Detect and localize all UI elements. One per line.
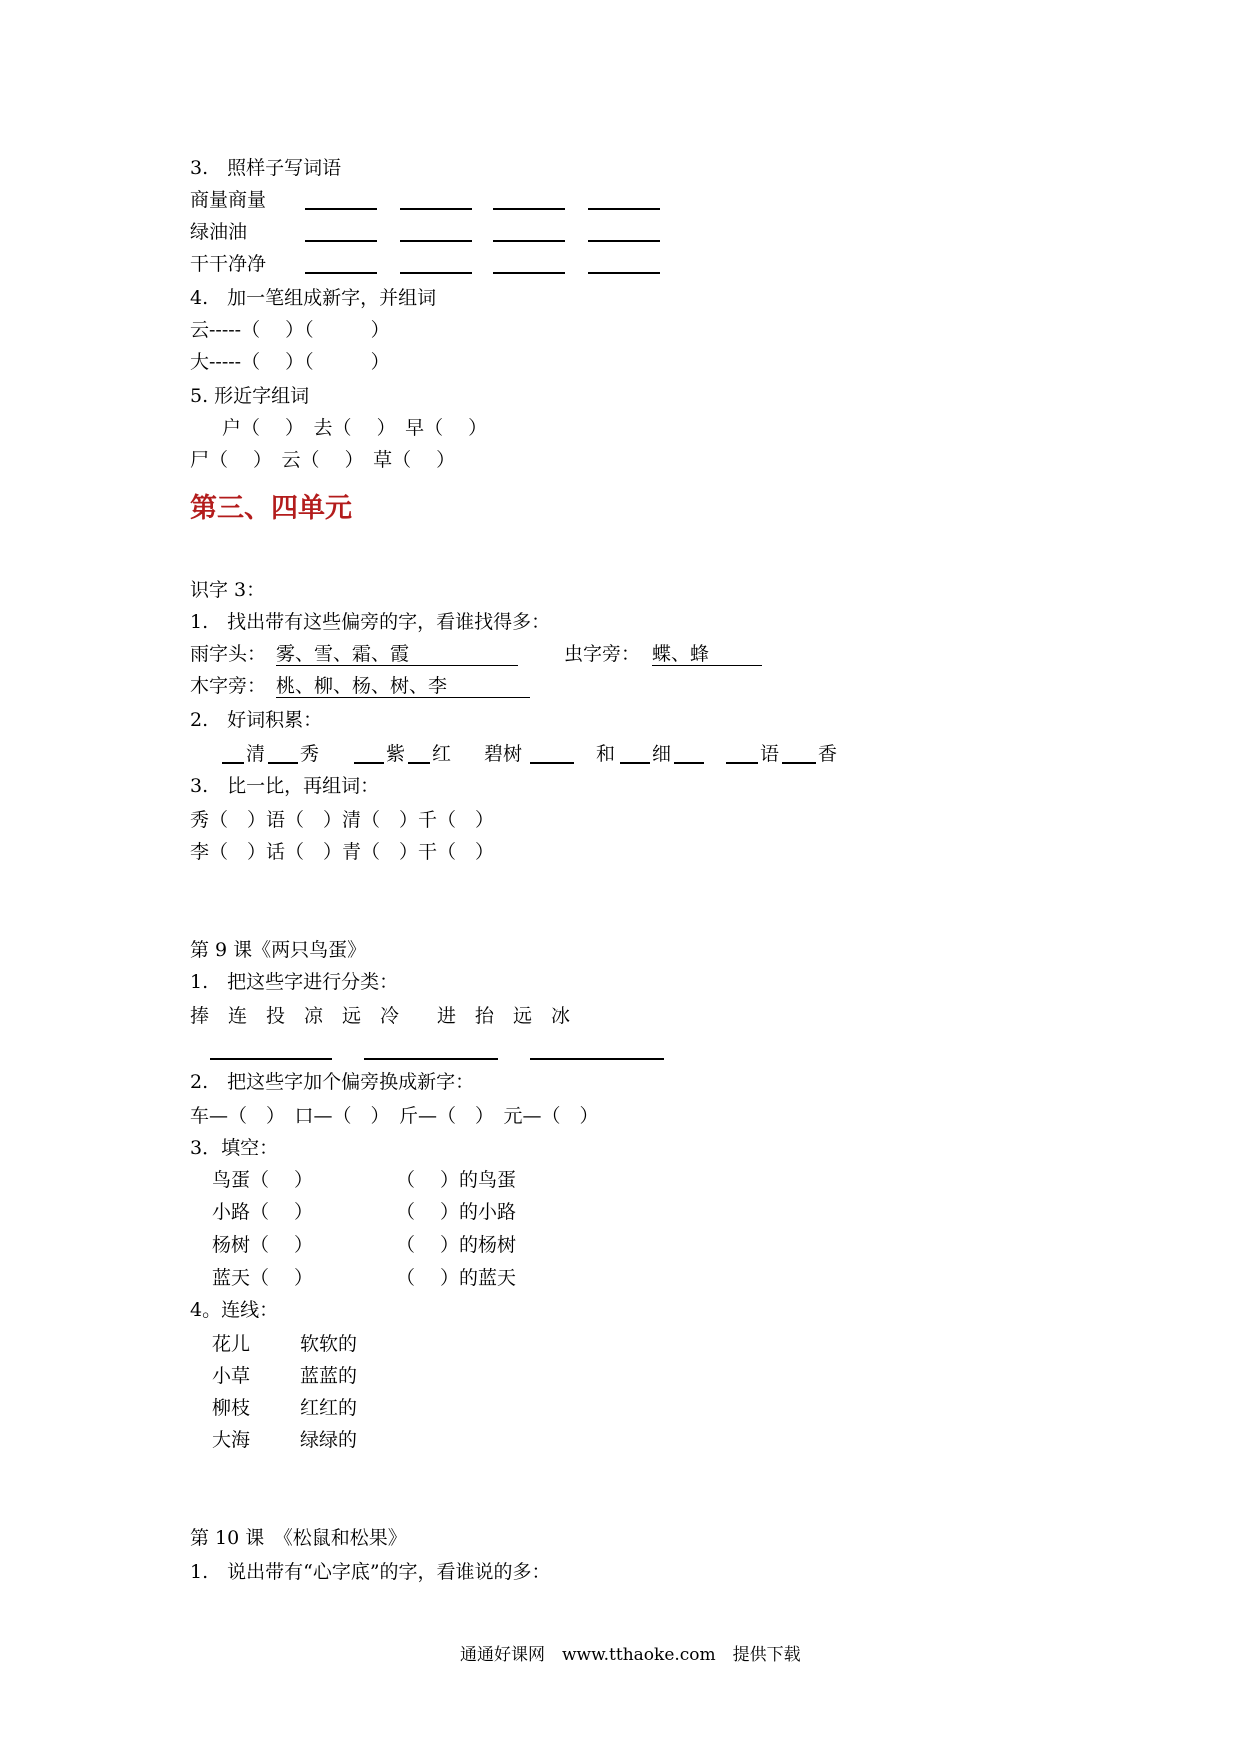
compare-row-2: 李（ ）话（ ）青（ ）干（ ）	[190, 841, 495, 863]
answer-line[interactable]	[400, 272, 472, 274]
blank-line[interactable]	[782, 762, 816, 764]
lesson10-title: 第 10 课 《松鼠和松果》	[190, 1527, 407, 1549]
compare-row-1: 秀（ ）语（ ）清（ ）千（ ）	[190, 809, 495, 831]
section5-title: 5. 形近字组词	[190, 385, 310, 407]
answer-line[interactable]	[210, 1058, 332, 1060]
lesson9-radicals: 车—（ ） 口—（ ） 斤—（ ） 元—（ ）	[190, 1105, 599, 1127]
lesson9-q3: 3．填空：	[190, 1137, 279, 1159]
yu-radical-answer: 雾、雪、霜、霞	[276, 643, 410, 665]
answer-line[interactable]	[305, 208, 377, 210]
chong-radical-answer: 蝶、蜂	[652, 643, 710, 665]
lesson9-title: 第 9 课《两只鸟蛋》	[190, 939, 367, 961]
fill-left: 蓝天（ ）	[212, 1267, 314, 1289]
answer-line[interactable]	[588, 272, 660, 274]
match-left[interactable]: 花儿	[212, 1333, 251, 1355]
answer-line	[276, 665, 518, 666]
match-left[interactable]: 柳枝	[212, 1397, 251, 1419]
section4-row-2: 大-----（ ）（ ）	[190, 351, 390, 373]
answer-line[interactable]	[493, 272, 565, 274]
answer-line[interactable]	[364, 1058, 498, 1060]
word-char: 紫	[386, 743, 406, 765]
answer-line[interactable]	[588, 208, 660, 210]
fill-left: 杨树（ ）	[212, 1234, 314, 1256]
answer-line[interactable]	[400, 208, 472, 210]
blank-line[interactable]	[222, 762, 244, 764]
lesson9-q4: 4。连线：	[190, 1299, 279, 1321]
match-right[interactable]: 红红的	[300, 1397, 358, 1419]
page-footer: 通通好课网 www.tthaoke.com 提供下载	[460, 1645, 801, 1665]
section4-row-1: 云-----（ ）（ ）	[190, 319, 390, 341]
answer-line[interactable]	[530, 1058, 664, 1060]
word-char: 细	[652, 743, 672, 765]
answer-line[interactable]	[305, 240, 377, 242]
section5-row-2: 尸（ ） 云（ ） 草（ ）	[190, 449, 456, 471]
section3-row-2-label: 绿油油	[190, 221, 248, 243]
unit-heading: 第三、四单元	[190, 493, 352, 524]
match-right[interactable]: 软软的	[300, 1333, 358, 1355]
shizi3-q3: 3. 比一比，再组词：	[190, 775, 380, 797]
section3-row-3-label: 干干净净	[190, 253, 267, 275]
section4-title: 4. 加一笔组成新字，并组词	[190, 287, 437, 309]
shizi3-title: 识字 3：	[190, 579, 266, 601]
blank-line[interactable]	[620, 762, 650, 764]
chong-radical-label: 虫字旁：	[564, 643, 641, 665]
fill-right: （ ）的杨树	[396, 1234, 517, 1256]
blank-line[interactable]	[726, 762, 758, 764]
mu-radical-label: 木字旁：	[190, 675, 267, 697]
answer-line	[276, 697, 530, 698]
section3-row-1-label: 商量商量	[190, 189, 267, 211]
blank-line[interactable]	[408, 762, 430, 764]
word-char: 清	[246, 743, 266, 765]
lesson10-q1: 1. 说出带有“心字底”的字，看谁说的多：	[190, 1561, 551, 1583]
answer-line[interactable]	[588, 240, 660, 242]
fill-right: （ ）的蓝天	[396, 1267, 517, 1289]
fill-right: （ ）的鸟蛋	[396, 1169, 517, 1191]
lesson9-chars: 捧 连 投 凉 远 冷 进 抬 远 冰	[190, 1005, 571, 1027]
word-char: 秀	[300, 743, 320, 765]
section5-row-1: 户（ ） 去（ ） 早（ ）	[222, 417, 488, 439]
blank-line[interactable]	[530, 762, 574, 764]
shizi3-q1: 1. 找出带有这些偏旁的字，看谁找得多：	[190, 611, 551, 633]
word-char: 语	[760, 743, 780, 765]
answer-line[interactable]	[305, 272, 377, 274]
fill-left: 小路（ ）	[212, 1201, 314, 1223]
match-left[interactable]: 小草	[212, 1365, 251, 1387]
fill-left: 鸟蛋（ ）	[212, 1169, 314, 1191]
fill-right: （ ）的小路	[396, 1201, 517, 1223]
lesson9-q1: 1. 把这些字进行分类：	[190, 971, 399, 993]
word-char: 和	[596, 743, 616, 765]
section3-title: 3. 照样子写词语	[190, 157, 342, 179]
shizi3-q2: 2. 好词积累：	[190, 709, 323, 731]
word-char: 碧树	[484, 743, 523, 765]
word-char: 香	[818, 743, 838, 765]
answer-line[interactable]	[400, 240, 472, 242]
match-left[interactable]: 大海	[212, 1429, 251, 1451]
match-right[interactable]: 蓝蓝的	[300, 1365, 358, 1387]
blank-line[interactable]	[354, 762, 384, 764]
answer-line	[652, 665, 762, 666]
lesson9-q2: 2. 把这些字加个偏旁换成新字：	[190, 1071, 475, 1093]
blank-line[interactable]	[674, 762, 704, 764]
word-char: 红	[432, 743, 452, 765]
yu-radical-label: 雨字头：	[190, 643, 267, 665]
blank-line[interactable]	[268, 762, 298, 764]
answer-line[interactable]	[493, 208, 565, 210]
mu-radical-answer: 桃、柳、杨、树、李	[276, 675, 448, 697]
answer-line[interactable]	[493, 240, 565, 242]
match-right[interactable]: 绿绿的	[300, 1429, 358, 1451]
